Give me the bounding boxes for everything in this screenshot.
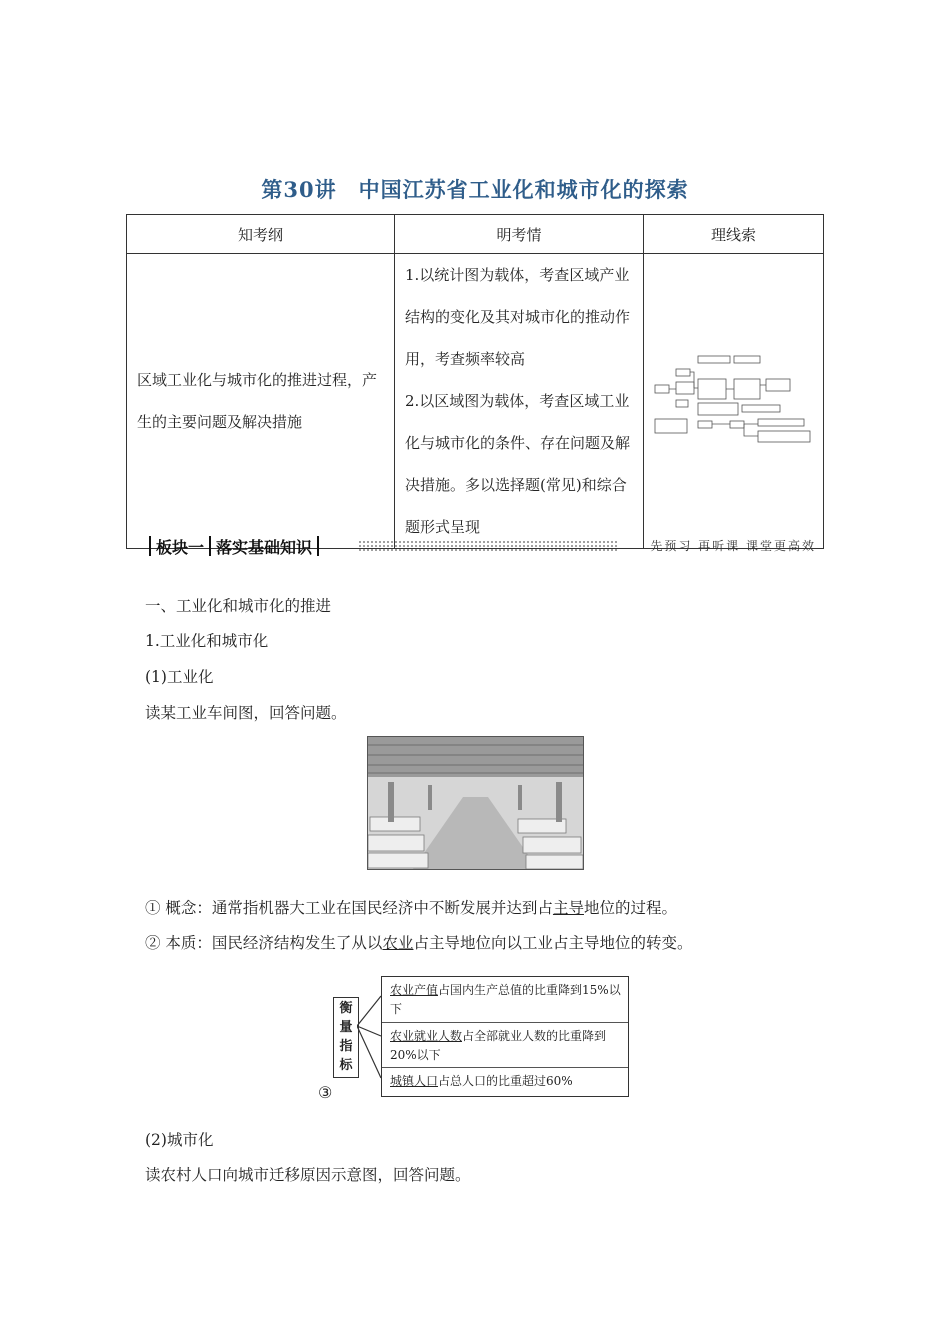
metric-3: 城镇人口占总人口的比重超过60% bbox=[390, 1074, 573, 1088]
exam-item-1: 1.以统计图为载体，考查区域产业结构的变化及其对城市化的推动作用，考查频率较高 bbox=[405, 266, 631, 368]
lecture-title: 中国江苏省工业化和城市化的探索 bbox=[358, 177, 689, 202]
banner-label-1: 板块一 bbox=[156, 537, 205, 557]
instruction-1: 读某工业车间图，回答问题。 bbox=[145, 704, 347, 722]
syllabus-cell: 区域工业化与城市化的推进过程，产生的主要问题及解决措施 bbox=[127, 254, 395, 549]
banner-label-2: 落实基础知识 bbox=[216, 537, 313, 557]
clue-flowchart-thumbnail bbox=[654, 355, 812, 443]
factory-workshop-photo bbox=[367, 736, 584, 870]
exam-item-2: 2.以区域图为载体，考查区域工业化与城市化的条件、存在问题及解决措施。多以选择题(常见)和综合题形式呈现 bbox=[405, 392, 631, 536]
subheading-1: 1.工业化和城市化 bbox=[145, 632, 269, 650]
blank-answer-dominant: 主导 bbox=[552, 899, 584, 917]
header-exam: 明考情 bbox=[395, 215, 644, 254]
banner-heading bbox=[144, 534, 324, 558]
page-title bbox=[0, 174, 950, 204]
blank-answer-agriculture: 农业 bbox=[382, 934, 414, 952]
exam-cell bbox=[395, 254, 644, 549]
lecture-number: 第30讲 bbox=[261, 177, 337, 202]
clue-map-cell bbox=[643, 254, 823, 549]
metrics-label: 衡量指标 bbox=[333, 997, 359, 1078]
subheading-1b: (2)城市化 bbox=[145, 1131, 214, 1149]
section-heading: 一、工业化和城市化的推进 bbox=[145, 597, 332, 615]
metric-1: 农业产值占国内生产总值的比重降到15%以下 bbox=[390, 983, 621, 1016]
header-clues: 理线索 bbox=[643, 215, 823, 254]
outline-table bbox=[126, 214, 824, 549]
concept-line: ① 概念：通常指机器大工业在国民经济中不断发展并达到占主导地位的过程。 bbox=[145, 899, 677, 917]
metrics-connector bbox=[357, 986, 383, 1086]
banner-dots bbox=[358, 540, 618, 552]
instruction-2: 读农村人口向城市迁移原因示意图，回答问题。 bbox=[145, 1166, 471, 1184]
header-syllabus: 知考纲 bbox=[127, 215, 395, 254]
metric-2: 农业就业人数占全部就业人数的比重降到20%以下 bbox=[390, 1029, 607, 1062]
subheading-1a: (1)工业化 bbox=[145, 668, 214, 686]
essence-line: ② 本质：国民经济结构发生了从以农业占主导地位向以工业占主导地位的转变。 bbox=[145, 934, 693, 952]
section-banner bbox=[126, 534, 816, 558]
metrics-box bbox=[381, 976, 629, 1097]
circled-number-3: ③ bbox=[318, 1083, 333, 1102]
banner-slogan: 先预习 再听课 课堂更高效 bbox=[650, 539, 816, 553]
